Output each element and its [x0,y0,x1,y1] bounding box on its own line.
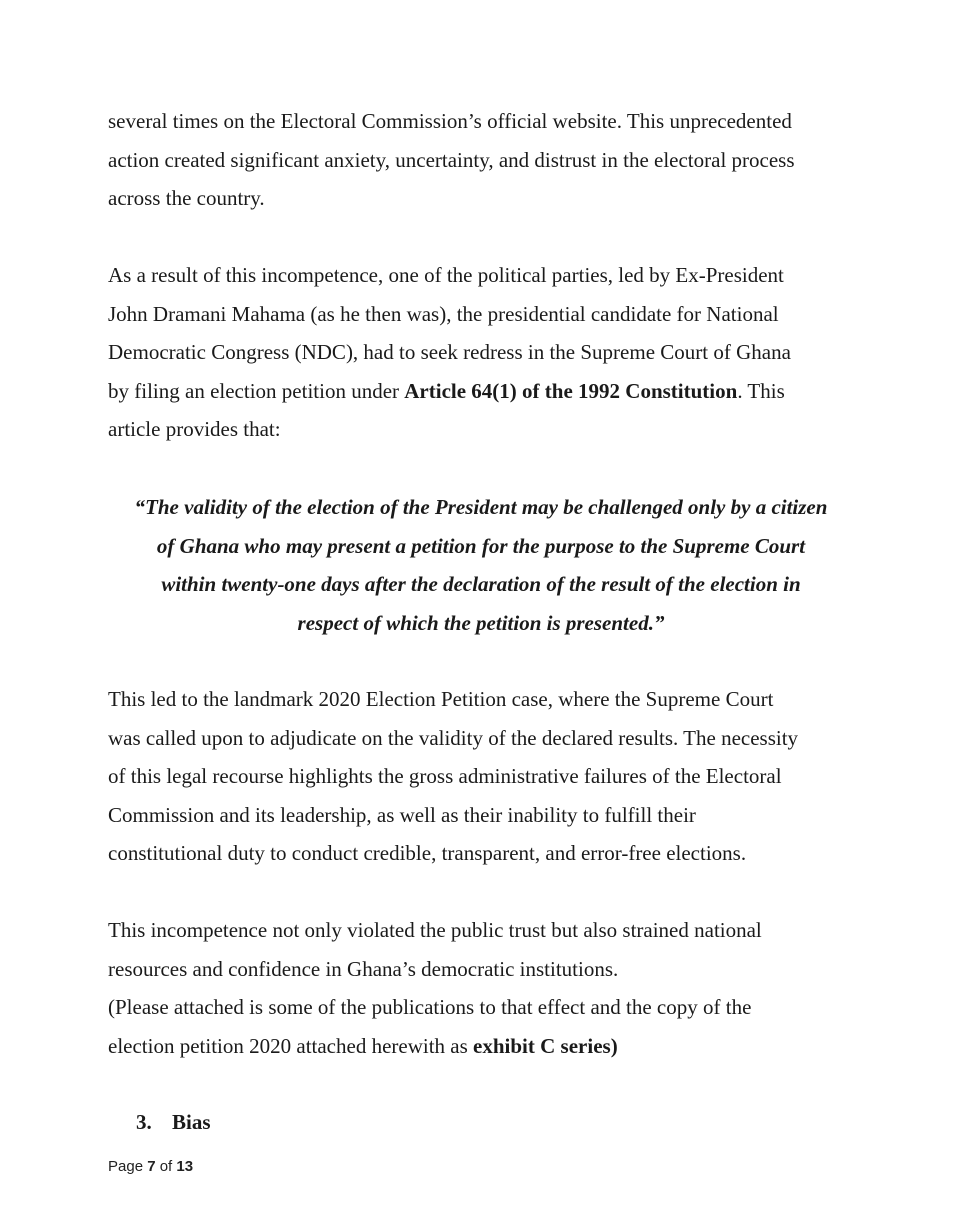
text-line: action created significant anxiety, uncertainty, and distrust in the electoral process [108,147,795,172]
text-fragment: by filing an election petition under [108,378,405,403]
text-line: John Dramani Mahama (as he then was), the presidential candidate for National [108,301,779,326]
quote-line: respect of which the petition is presented.” [297,610,665,635]
text-line: resources and confidence in Ghana’s democratic institutions. [108,956,619,981]
article-reference: Article 64(1) of the 1992 Constitution [404,378,738,403]
exhibit-reference: exhibit C series) [473,1033,618,1058]
text-line: several times on the Electoral Commission’s official website. This unprecedented [108,109,792,133]
text-line [108,372,868,411]
quote-line: of Ghana who may present a petition for the purpose to the Supreme Court [156,533,806,558]
current-page-number: 7 [147,1158,156,1175]
quote-line: within twenty-one days after the declaration of the result of the election in [161,572,801,596]
total-pages-number: 13 [176,1158,194,1175]
text-line: was called upon to adjudicate on the validity of the declared results. The necessity [108,725,799,750]
text-line: (Please attached is some of the publications to that effect and the copy of the [108,995,752,1019]
page-word: Page [108,1158,148,1175]
quote-line: “The validity of the election of the President may be challenged only by a citizen [134,495,828,519]
text-line [108,1027,868,1066]
text-line: across the country. [108,186,265,210]
text-line: As a result of this incompetence, one of the political parties, led by Ex-President [108,263,784,287]
constitution-quote [96,488,866,642]
text-line: This incompetence not only violated the public trust but also strained national [108,918,762,942]
paragraph-electoral-website [108,102,868,218]
paragraph-public-trust [108,911,868,988]
page-number-footer [108,1157,193,1177]
section-title: Bias [172,1110,211,1134]
section-heading-bias [136,1107,211,1137]
section-number: 3. [136,1110,152,1134]
text-line: Commission and its leadership, as well as their inability to fulfill their [108,802,696,827]
text-line: constitutional duty to conduct credible, transparent, and error-free elections. [108,841,747,865]
paragraph-election-petition [108,256,868,449]
text-line: article provides that: [108,417,281,441]
text-line: of this legal recourse highlights the gross administrative failures of the Electoral [108,764,782,788]
text-fragment: election petition 2020 attached herewith as [108,1033,474,1058]
paragraph-exhibit-note [108,988,868,1065]
text-line: Democratic Congress (NDC), had to seek redress in the Supreme Court of Ghana [108,340,791,364]
text-fragment: . This [737,378,785,403]
of-word: of [155,1158,177,1175]
paragraph-landmark-case [108,680,868,873]
text-line: This led to the landmark 2020 Election Petition case, where the Supreme Court [108,687,774,711]
